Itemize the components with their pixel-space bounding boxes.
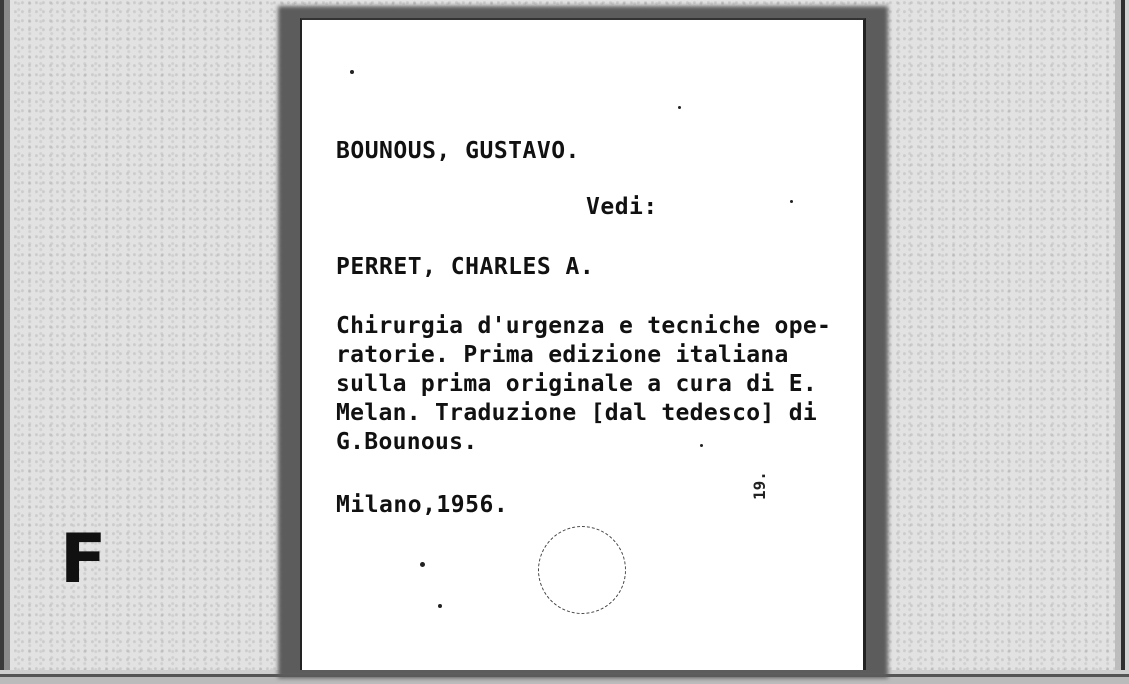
card-imprint: Milano,1956. bbox=[336, 492, 509, 518]
speck bbox=[438, 604, 442, 608]
card-body-line: Chirurgia d'urgenza e tecniche ope- bbox=[336, 313, 832, 339]
scan-left-edge bbox=[0, 0, 10, 684]
speck bbox=[420, 562, 425, 567]
speck bbox=[678, 106, 681, 109]
punch-hole bbox=[538, 526, 626, 614]
card-side-mark: 19. bbox=[750, 471, 769, 500]
speck bbox=[700, 444, 703, 447]
speck bbox=[790, 200, 793, 203]
card-author: PERRET, CHARLES A. bbox=[336, 254, 595, 280]
card-body-line: sulla prima originale a cura di E. bbox=[336, 371, 818, 397]
card-title-description bbox=[336, 312, 831, 457]
card-body-line: G.Bounous. bbox=[336, 429, 478, 455]
speck bbox=[350, 70, 354, 74]
card-body-line: ratorie. Prima edizione italiana bbox=[336, 342, 789, 368]
scan-right-edge bbox=[1115, 0, 1129, 684]
card-see-also: Vedi: bbox=[586, 194, 658, 220]
catalog-card bbox=[300, 18, 866, 670]
card-body-line: Melan. Traduzione [dal tedesco] di bbox=[336, 400, 818, 426]
background-letter-f: F bbox=[60, 520, 107, 599]
card-heading: BOUNOUS, GUSTAVO. bbox=[336, 138, 580, 164]
